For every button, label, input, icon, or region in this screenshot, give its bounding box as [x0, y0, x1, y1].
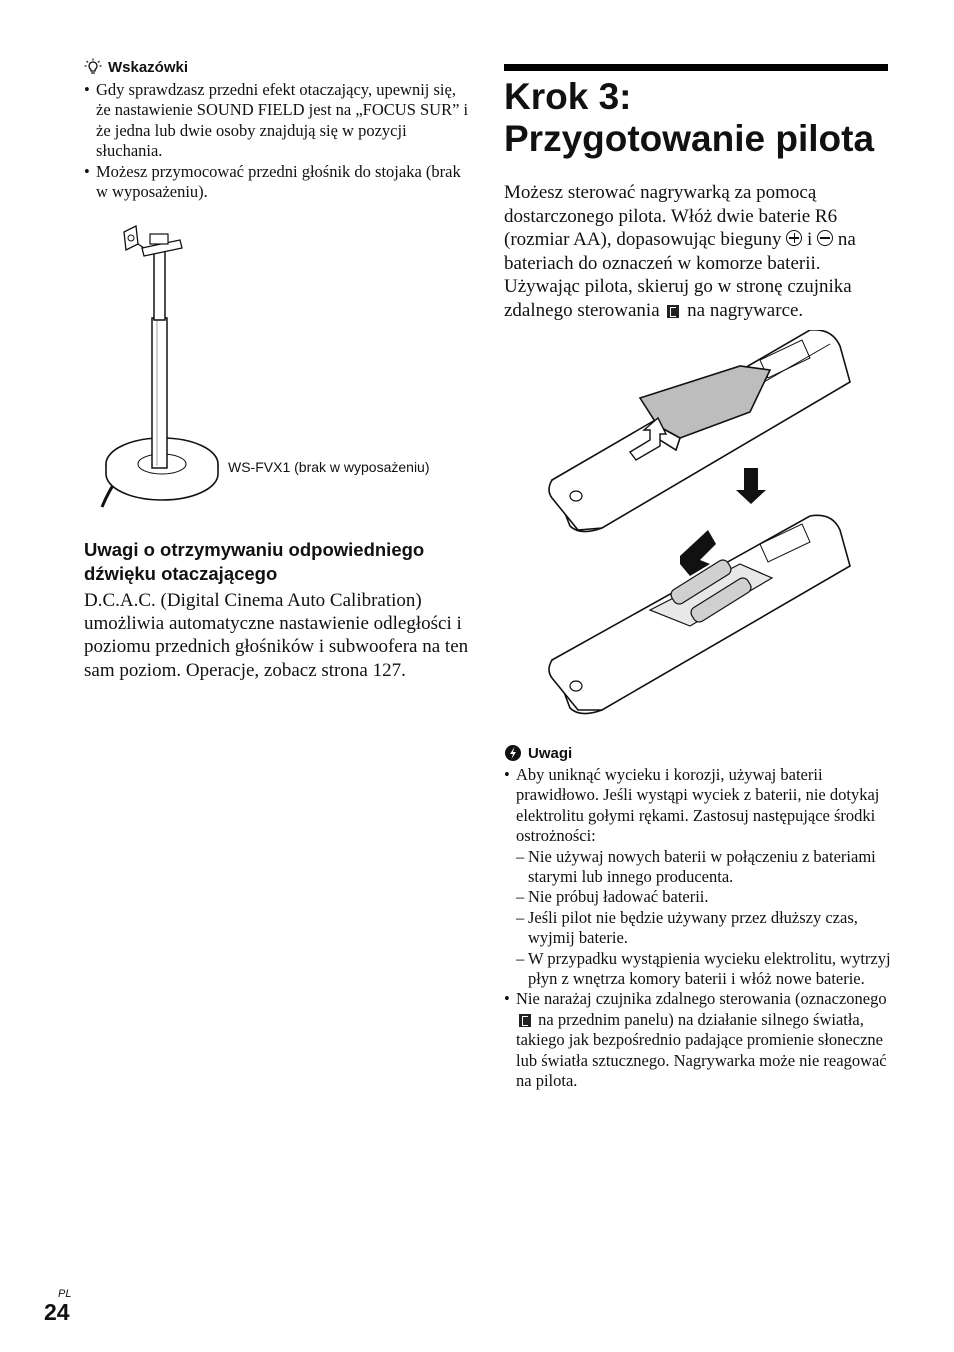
intro-text-3: na bateriach do oznaczeń w komorze baterii. Używając pilota, skieruj go w stronę czujnika zdalnego sterowania: [504, 229, 856, 321]
remote-upper: [549, 330, 850, 532]
note-text-a: Nie narażaj czujnika zdalnego sterowania (oznaczonego: [516, 989, 887, 1009]
list-item: • Możesz przymocować przedni głośnik do stojaka (brak w wyposażeniu).: [84, 162, 474, 203]
sub-list-item: – W przypadku wystąpienia wycieku elektrolitu, wytrzyj płyn z wnętrza komory baterii i włóż nowe baterie.: [516, 948, 891, 989]
list-item: • Nie narażaj czujnika zdalnego sterowania (oznaczonego na przednim panelu) na działanie silnego światła, takiego jak bezpośrednio padające promienie słoneczne lub światła sztucznego. Nagrywarka może nie reagować na pilota.: [504, 989, 887, 1091]
note-text: Aby uniknąć wycieku i korozji, używaj baterii prawidłowo. Jeśli wystąpi wyciek z baterii, nie dotykaj elektrolitu gołymi rękami. Zastosuj następujące środki ostrożności:: [516, 765, 880, 846]
notes-heading: [504, 744, 572, 762]
page-language: PL: [58, 1288, 72, 1300]
remote-battery-illustration: [540, 330, 860, 730]
remote-sensor-icon: [667, 305, 679, 318]
intro-text-2: i: [807, 229, 813, 251]
sub-list-item: – Nie próbuj ładować baterii.: [516, 887, 709, 907]
tips-heading-label: Wskazówki: [108, 58, 189, 76]
tip-text: Gdy sprawdzasz przedni efekt otaczający, upewnij się, że nastawienie SOUND FIELD jest na „FOCUS SUR” i że jedna lub dwie osoby znajdują się w pozycji słuchania.: [96, 80, 469, 161]
list-item: • Aby uniknąć wycieku i korozji, używaj baterii prawidłowo. Jeśli wystąpi wyciek z baterii, nie dotykaj elektrolitu gołymi rękami. Zastosuj następujące środki ostrożności:: [504, 765, 894, 847]
intro-text-1: Możesz sterować nagrywarką za pomocą dostarczonego pilota. Włóż dwie baterie R6 (rozmiar AA), dopasowując bieguny: [504, 182, 838, 251]
section-heading: Uwagi o otrzymywaniu odpowiedniego dźwięku otaczającego: [84, 539, 425, 584]
minus-pole-icon: [817, 230, 833, 246]
sub-list-item: – Nie używaj nowych baterii w połączeniu z bateriami starymi lub innego producenta.: [516, 846, 876, 887]
title-rule: [504, 64, 888, 71]
tip-text: Możesz przymocować przedni głośnik do stojaka (brak w wyposażeniu).: [96, 161, 461, 202]
warning-icon: [504, 744, 522, 762]
speaker-stand-illustration: [100, 212, 230, 512]
notes-list: [504, 765, 894, 1092]
tips-heading: [84, 58, 188, 76]
down-arrow-icon: [736, 468, 766, 504]
lightbulb-icon: [84, 58, 102, 76]
intro-text-4: na nagrywarce.: [687, 299, 804, 321]
remote-sensor-icon: [519, 1014, 531, 1027]
intro-paragraph: [504, 181, 894, 323]
sub-list-item: – Jeśli pilot nie będzie używany przez dłuższy czas, wyjmij baterie.: [516, 907, 858, 948]
section-body: D.C.A.C. (Digital Cinema Auto Calibration) umożliwia automatyczne nastawienie odległości i poziomu przednich głośników i subwoofera na ten sam poziom. Operacje, zobacz strona 127.: [84, 590, 469, 681]
note-text-b: na przednim panelu) na działanie silnego światła, takiego jak bezpośrednio padające promienie słoneczne lub światła sztucznego. Nagrywarka może nie reagować na pilota.: [516, 1009, 887, 1091]
tips-list: [84, 80, 474, 202]
notes-heading-label: Uwagi: [528, 744, 573, 762]
stand-caption: WS-FVX1 (brak w wyposażeniu): [228, 459, 430, 475]
page-title: Krok 3: Przygotowanie pilota: [504, 76, 875, 159]
plus-pole-icon: [786, 230, 802, 246]
list-item: • Gdy sprawdzasz przedni efekt otaczający, upewnij się, że nastawienie SOUND FIELD jest na „FOCUS SUR” i że jedna lub dwie osoby znajdują się w pozycji słuchania.: [84, 80, 474, 162]
page-number: 24: [44, 1299, 70, 1325]
